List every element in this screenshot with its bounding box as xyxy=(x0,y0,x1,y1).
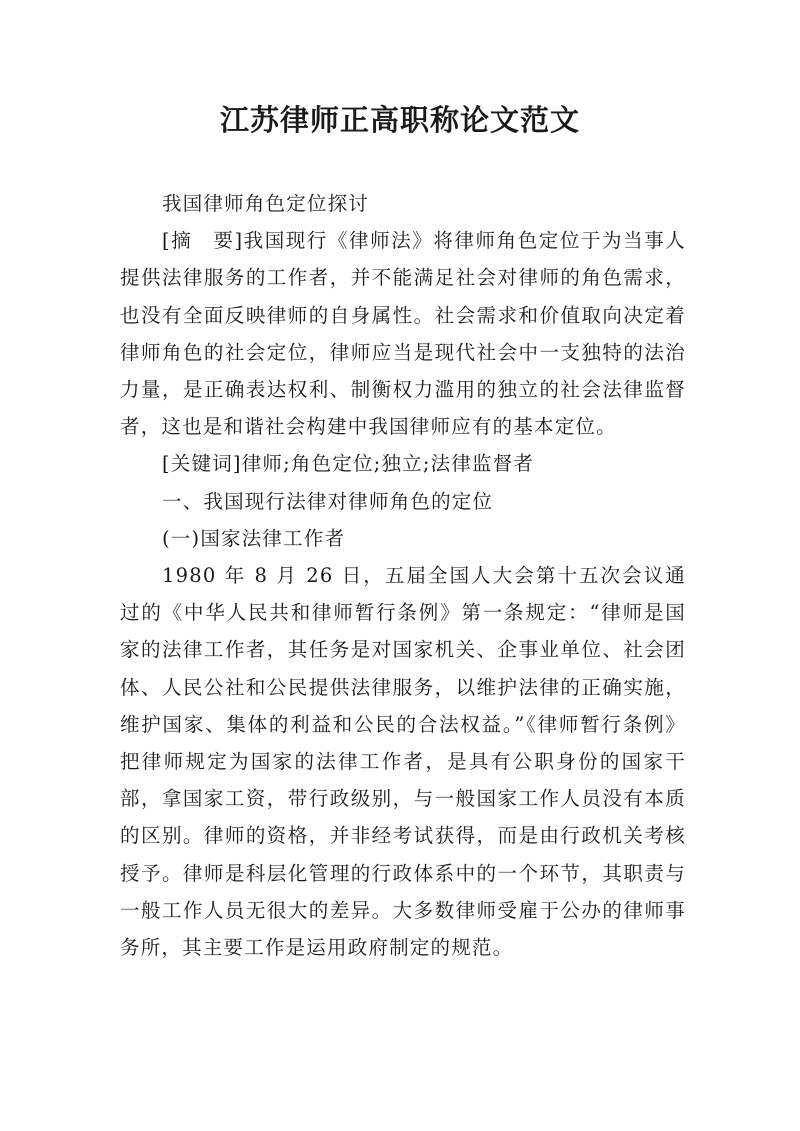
abstract-paragraph: [摘 要]我国现行《律师法》将律师角色定位于为当事人提供法律服务的工作者，并不能满足社会对律师的角色需求，也没有全面反映律师的自身属性。社会需求和价值取向决定着律师角色的社会定位，律师应当是现代社会中一支独特的法治力量，是正确表达权利、制衡权力滥用的独立的社会法律监督者，这也是和谐社会构建中我国律师应有的基本定位。 xyxy=(120,229,686,439)
article-subtitle: 我国律师角色定位探讨 xyxy=(162,192,370,215)
subsection-heading: (一)国家法律工作者 xyxy=(162,526,346,550)
document-body xyxy=(120,185,686,966)
document-title: 江苏律师正高职称论文范文 xyxy=(219,103,580,137)
section-heading: 一、我国现行法律对律师角色的定位 xyxy=(162,489,494,513)
body-paragraph: 1980 年 8 月 26 日，五届全国人大会第十五次会议通过的《中华人民共和律师暂行条例》第一条规定：“律师是国家的法律工作者，其任务是对国家机关、企事业单位、社会团体、人民公社和公民提供法律服务，以维护法律的正确实施，维护国家、集体的利益和公民的合法权益。”《律师暂行条例》把律师规定为国家的法律工作者，是具有公职身份的国家干部，拿国家工资，带行政级别，与一般国家工作人员没有本质的区别。律师的资格，并非经考试获得，而是由行政机关考核授予。律师是科层化管理的行政体系中的一个环节，其职责与一般工作人员无很大的差异。大多数律师受雇于公办的律师事务所，其主要工作是运用政府制定的规范。 xyxy=(120,564,686,960)
keywords-paragraph: [关键词]律师;角色定位;独立;法律监督者 xyxy=(162,452,535,476)
